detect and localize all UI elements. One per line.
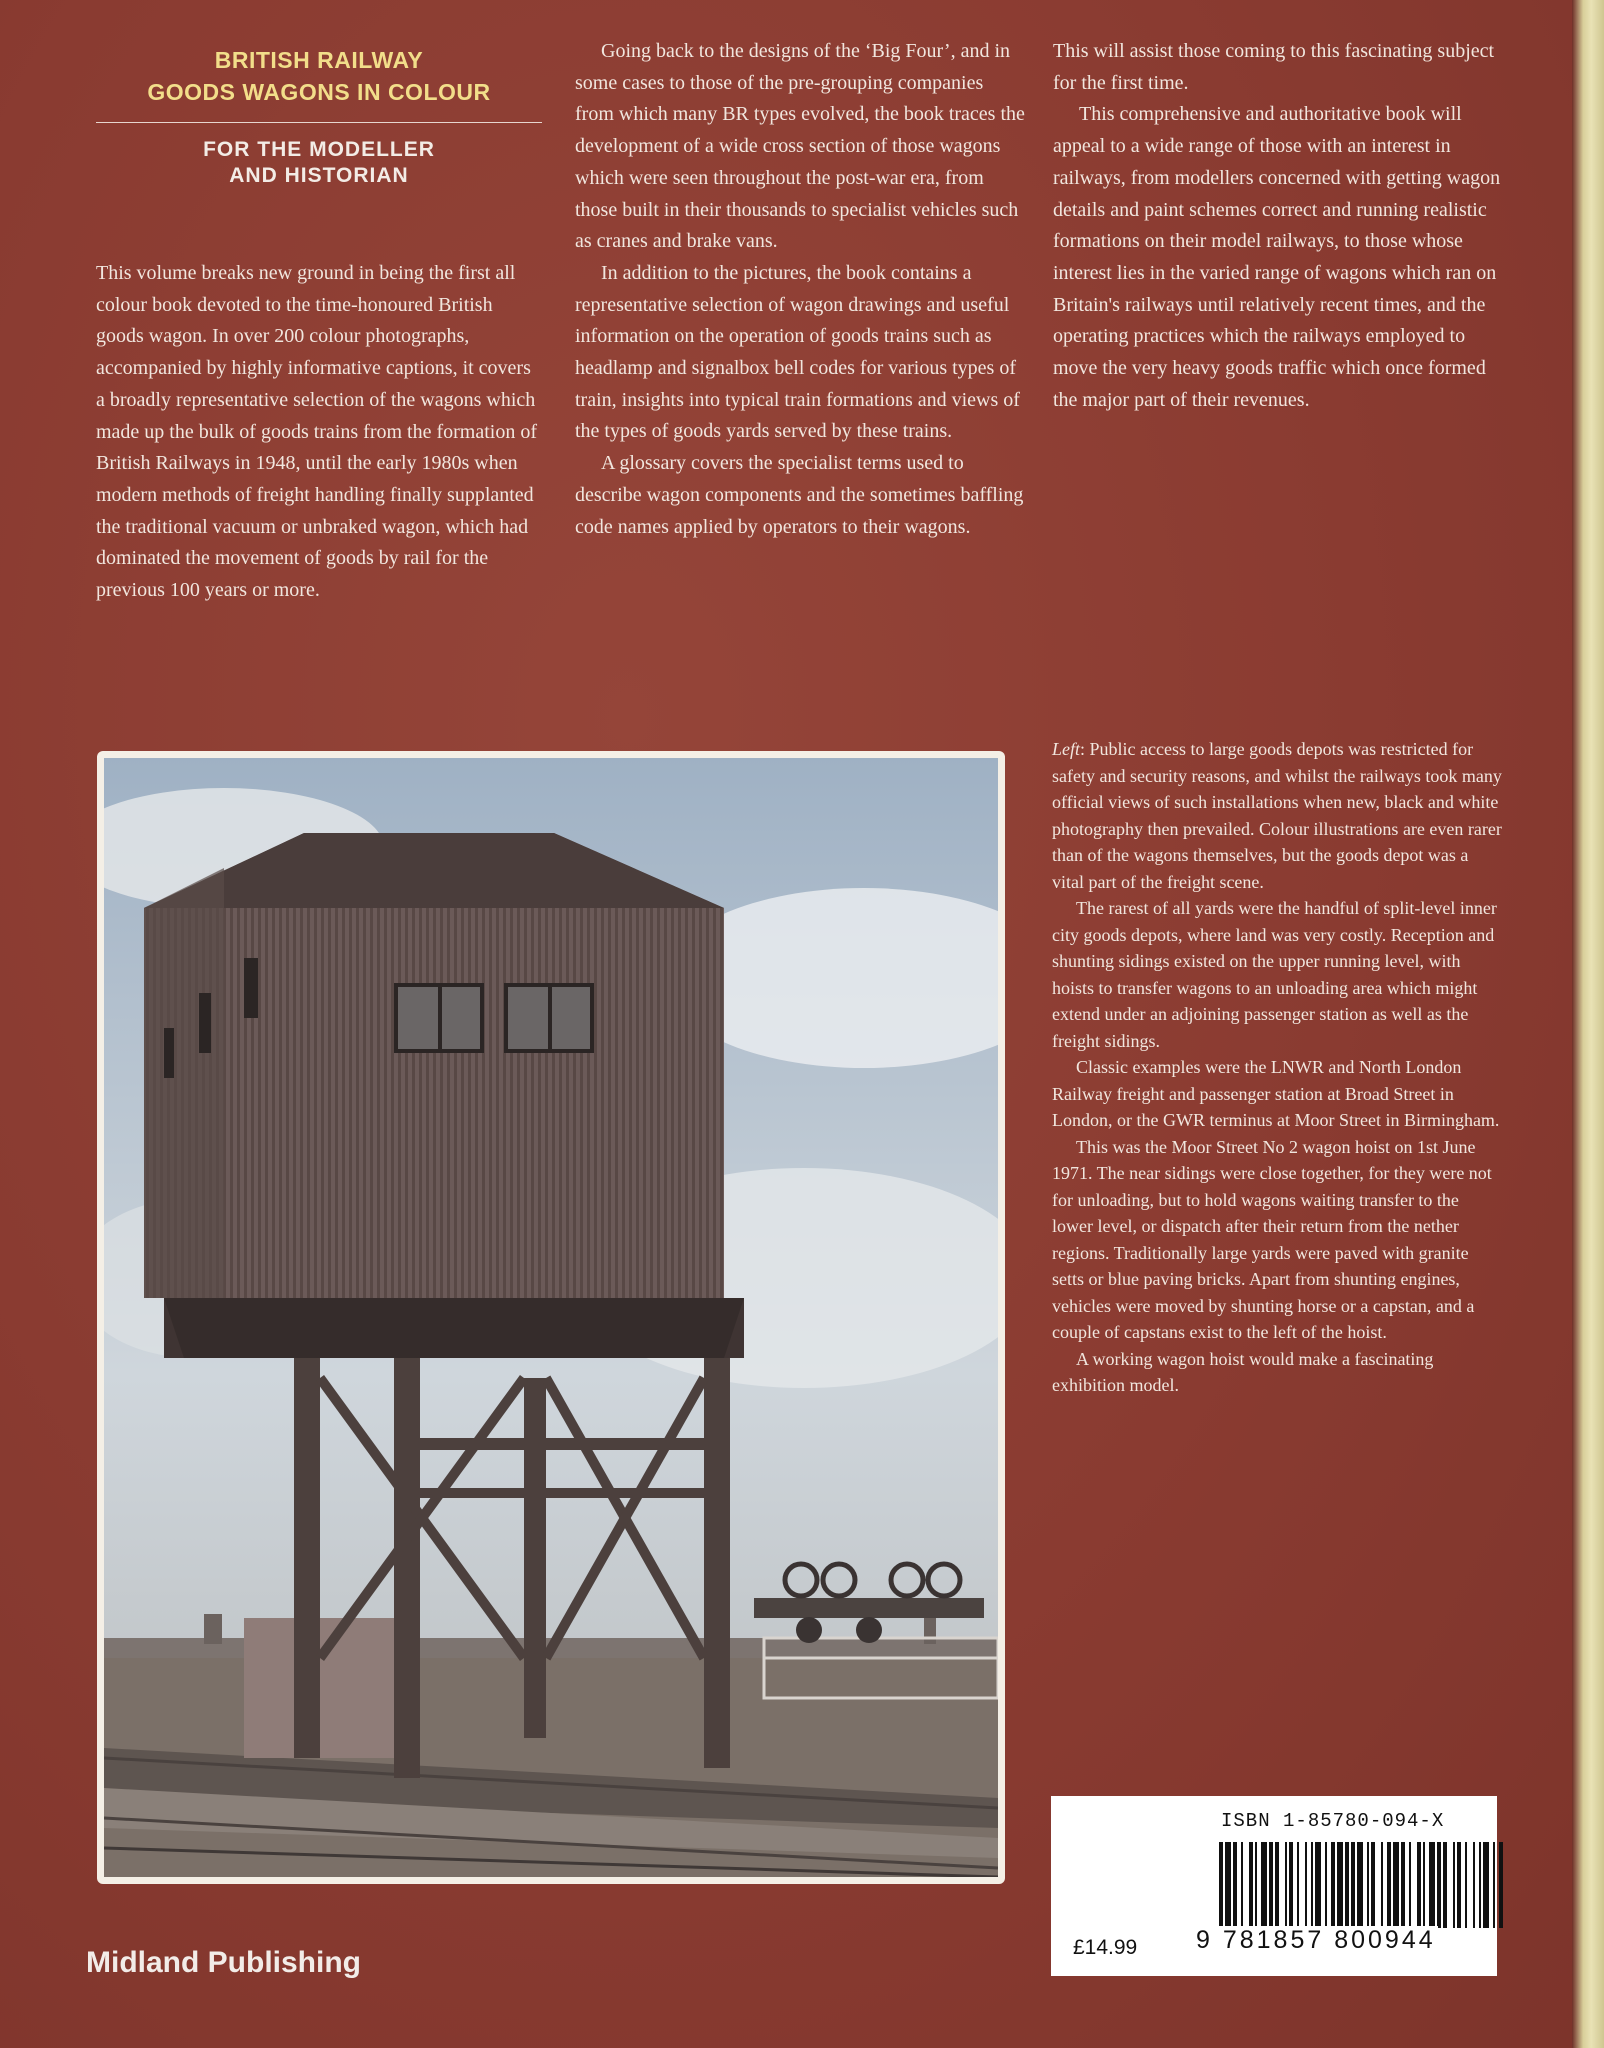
blurb-paragraph: This will assist those coming to this fascinating subject for the first time.	[1053, 40, 1495, 94]
book-spine-edge	[1572, 0, 1604, 2048]
ean-number: 9 781857 800944	[1196, 1926, 1436, 1954]
blurb-paragraph: A glossary covers the specialist terms used to describe wagon components and the sometimes baffling code names applied by operators to their wagons.	[575, 452, 1024, 538]
caption-paragraph-5: A working wagon hoist would make a fascinating exhibition model.	[1052, 1348, 1434, 1395]
caption-paragraph-3: Classic examples were the LNWR and North London Railway freight and passenger station at Broad Street in London, or the GWR terminus at Moor Street in Birmingham.	[1052, 1057, 1500, 1130]
caption-text: : Public access to large goods depots was restricted for safety and security reasons, and whilst the railways took many official views of such installations when new, black and white photography then prevailed. Colour illustrations are even rarer than of the wagons themselves, but the goods depot was a vital part of the freight scene.	[1052, 739, 1502, 892]
barcode-box	[1051, 1796, 1497, 1976]
book-title-line2: GOODS WAGONS IN COLOUR	[147, 79, 491, 105]
heading-block	[96, 44, 542, 189]
caption-paragraph-4: This was the Moor Street No 2 wagon hoist on 1st June 1971. The near sidings were close together, for they were not for unloading, but to hold wagons waiting transfer to the lower level, or dispatch after their return from the nether regions. Traditionally large yards were paved with granite setts or blue paving bricks. Apart from shunting engines, vehicles were moved by shunting horse or a capstan, and a couple of capstans exist to the left of the hoist.	[1052, 1136, 1492, 1342]
publisher-name: Midland Publishing	[86, 1946, 361, 1979]
blurb-column-3	[1053, 36, 1503, 416]
barcode-icon	[1219, 1842, 1509, 1928]
title-divider	[96, 122, 542, 123]
wagon-hoist-photo	[104, 758, 998, 1877]
blurb-paragraph: This comprehensive and authoritative book will appeal to a wide range of those with an interest in railways, from modellers concerned with getting wagon details and paint schemes correct and running realistic formations on their model railways, to those whose interest lies in the varied range of wagons which ran on Britain's railways until relatively recent times, and the operating practices which the railways employed to move the very heavy goods traffic which once formed the major part of their revenues.	[1053, 103, 1501, 411]
blurb-paragraph: Going back to the designs of the ‘Big Four’, and in some cases to those of the pre-grouping companies from which many BR types evolved, the book traces the development of a wide cross section of those wagons which were seen throughout the post-war era, from those built in their thousands to specialist vehicles such as cranes and brake vans.	[575, 40, 1025, 253]
photo-caption	[1052, 736, 1502, 1399]
caption-paragraph-1	[1052, 736, 1502, 895]
isbn-number: ISBN 1-85780-094-X	[1221, 1810, 1445, 1832]
blurb-column-1	[96, 258, 542, 607]
blurb-column-2	[575, 36, 1025, 543]
blurb-paragraph: In addition to the pictures, the book contains a representative selection of wagon drawings and useful information on the operation of goods trains such as headlamp and signalbox bell codes for various types of train, insights into typical train formations and views of the types of goods yards served by these trains.	[575, 261, 1020, 443]
blurb-paragraph: This volume breaks new ground in being the first all colour book devoted to the time-honoured British goods wagon. In over 200 colour photographs, accompanied by highly informative captions, it covers a broadly representative selection of the wagons which made up the bulk of goods trains from the formation of British Railways in 1948, until the early 1980s when modern methods of freight handling finally supplanted the traditional vacuum or unbraked wagon, which had dominated the movement of goods by rail for the previous 100 years or more.	[96, 262, 538, 602]
caption-lead: Left	[1052, 739, 1081, 759]
book-title-line1: BRITISH RAILWAY	[214, 47, 424, 73]
subtitle-line2: AND HISTORIAN	[229, 164, 409, 187]
price-label: £14.99	[1073, 1936, 1138, 1959]
subtitle-line1: FOR THE MODELLER	[203, 138, 435, 161]
caption-paragraph-2: The rarest of all yards were the handful of split-level inner city goods depots, where land was very costly. Reception and shunting sidings existed on the upper running level, with hoists to transfer wagons to an unloading area which might extend under an adjoining passenger station as well as the freight sidings.	[1052, 898, 1497, 1051]
